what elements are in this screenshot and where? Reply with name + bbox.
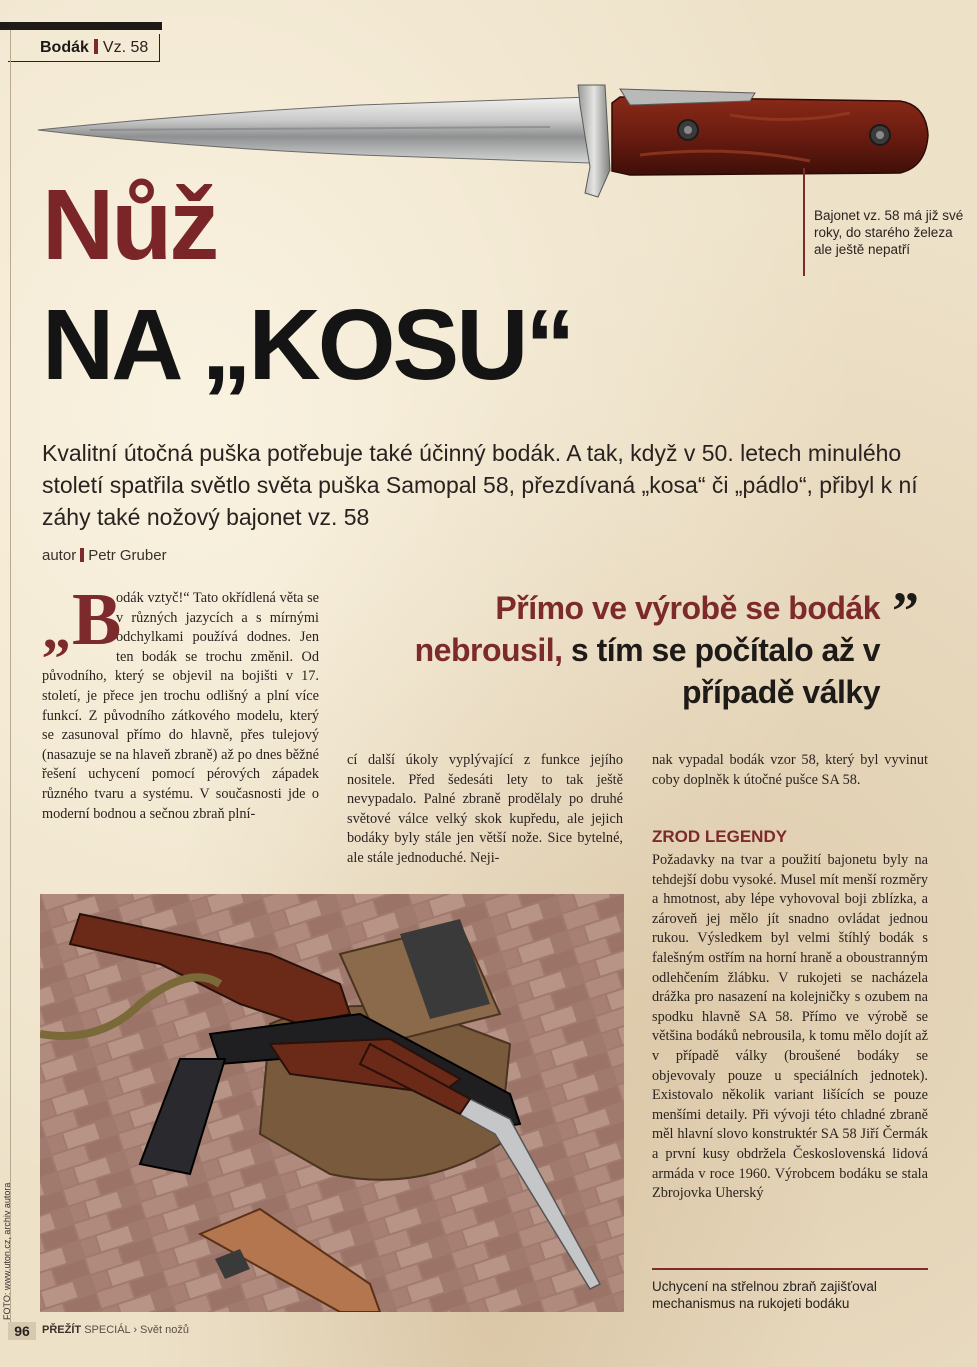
magazine-edition: SPECIÁL <box>84 1324 131 1336</box>
pull-quote-mark: ” <box>892 581 919 641</box>
pull-quote-dark: s tím se počítalo až v případě války <box>562 632 880 710</box>
pull-quote <box>345 587 880 713</box>
byline-author: Petr Gruber <box>88 547 167 564</box>
opening-quote-mark: „ <box>42 596 71 661</box>
drop-cap: B <box>72 579 122 661</box>
article-column-1 <box>42 579 319 824</box>
drop-cap-block <box>42 579 122 661</box>
column-2-text: cí další úkoly vyplývající z funkce jejího nositele. Před šedesáti lety to tak ještě nevypadalo. Palné zbraně prodělaly po druhé světové válce velký skok kupředu, ale jejich bodáky byly stále jen větší nože. Sice bytelné, ale stále jednoduché. Neji- <box>347 752 623 866</box>
section-label: Bodák <box>40 39 89 56</box>
magazine-issue: › Svět nožů <box>133 1324 189 1336</box>
left-margin-rule <box>10 30 11 1330</box>
rifle-photo <box>40 894 624 1312</box>
section-tag <box>8 34 160 62</box>
column-3-text-b: Požadavky na tvar a použití bajonetu byly na tehdejší dobu vysoké. Musel mít menší rozměry a hmotnost, aby lépe vyhovoval boji zblízka, a zároveň jej mělo jít snadno ovládat jednou rukou. Výsledkem byl velmi štíhlý bodák s falešným ostřím na horní hraně a oboustranným odlehčením žlábku. V rukojeti se nacházela drážka pro nasazení na kolejničky s ozubem na spodku hlavně SA 58. Přímo ve výrobě se většina bodáků nebrousila, k tomu mělo dojít až v případě války (broušené bodáky se objevovaly pouze u speciálních jednotek). Existovalo několik variant lišících se pouze menšími detaily. Při vývoji této chladné zbraně měl hlavní slovo konstruktér SA 58 Jiří Čermák a první kusy obdržela Československá lidová armáda v roce 1960. Výrobcem bodáku se stala Zbrojovka Uherský <box>652 852 928 1202</box>
lead-paragraph: Kvalitní útočná puška potřebuje také účinný bodák. A tak, když v 50. letech minulého století spatřila světlo světa puška Samopal 58, přezdívaná „kosa“ či „pádlo“, přibyl k ní záhy také nožový bajonet vz. 58 <box>42 440 918 530</box>
article-column-2 <box>347 751 623 869</box>
subheading: ZROD LEGENDY <box>652 827 788 846</box>
subsection-label: Vz. 58 <box>102 39 149 56</box>
byline-separator <box>80 548 84 562</box>
section-separator <box>94 39 98 54</box>
caption-rule <box>803 168 805 276</box>
pull-quote-red-2: nebrousil, <box>414 632 563 668</box>
photo-caption-rule <box>652 1268 928 1270</box>
column-1-text: odák vztyč!“ Tato okřídlená věta se v různých jazycích a s mírnými odchylkami používá dodnes. Jen ten bodák se trochu změnil. Od původního, který se objevil na bojišti v 17. století, je přece jen trochu odlišný a plní více funkcí. Z původního zátkového modelu, který se zasunoval přímo do hlavně, přes tulejový (nasazuje se na hlaveň zbraně) až po dnes běžné řešení uchycení pomocí pérových západek různého tvaru a systému. V současnosti jde o moderní bodnou a sečnou zbraň plní- <box>42 590 319 822</box>
headline-line-2: NA „KOSU“ <box>42 289 573 401</box>
magazine-name: PŘEŽÍT <box>42 1324 82 1336</box>
byline-label: autor <box>42 547 77 564</box>
article-column-3-bottom <box>652 851 928 1204</box>
pull-quote-red-1: Přímo ve výrobě se bodák <box>495 590 880 626</box>
photo-credit: FOTO: www.uton.cz, archiv autora <box>2 1182 12 1320</box>
column-3-text-a: nak vypadal bodák vzor 58, který byl vyvinut coby doplněk k útočné pušce SA 58. <box>652 752 928 788</box>
headline-line-1: Nůž <box>42 169 217 281</box>
page-number: 96 <box>8 1322 36 1340</box>
byline <box>42 546 167 566</box>
header-bar <box>0 22 162 30</box>
footer-magazine <box>42 1324 189 1336</box>
photo-caption: Uchycení na střelnou zbraň zajišťoval mechanismus na rukojeti bodáku <box>652 1279 877 1311</box>
article-column-3-top <box>652 751 928 790</box>
knife-caption: Bajonet vz. 58 má již své roky, do starého železa ale ještě nepatří <box>814 208 964 257</box>
